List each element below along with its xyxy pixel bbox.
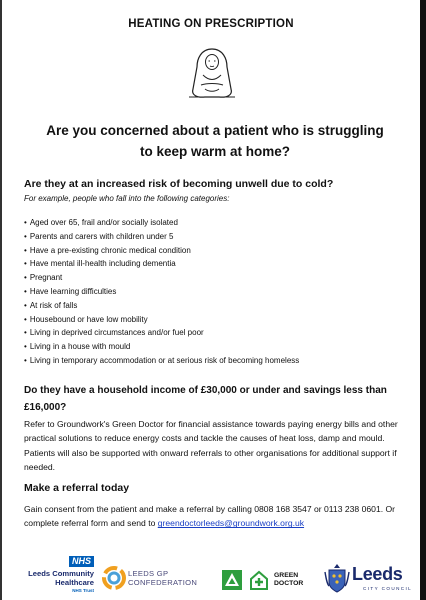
referral-body bbox=[24, 502, 419, 531]
nhs-trust-label: NHS Trust bbox=[72, 588, 94, 593]
green-doctor-line-2: DOCTOR bbox=[274, 580, 304, 587]
list-item: • Have a pre-existing chronic medical condition bbox=[24, 244, 299, 258]
referral-heading: Make a referral today bbox=[24, 482, 130, 494]
gp-confederation-name bbox=[128, 569, 197, 587]
green-doctor-logo bbox=[222, 568, 310, 592]
risk-category-list bbox=[24, 216, 299, 368]
list-item: • Have learning difficulties bbox=[24, 285, 299, 299]
referral-text: Gain consent from the patient and make a referral by calling 0808 168 3547 or 0113 238 0601. Or complete referral form and send to bbox=[24, 504, 396, 529]
nhs-badge: NHS bbox=[69, 556, 94, 567]
gp-line-2: CONFEDERATION bbox=[128, 578, 198, 587]
leeds-gp-confederation-logo bbox=[102, 566, 212, 592]
gp-line-1: LEEDS GP bbox=[128, 569, 169, 578]
list-item: • Aged over 65, frail and/or socially isolated bbox=[24, 216, 299, 230]
list-item: • Living in deprived circumstances and/or fuel poor bbox=[24, 326, 299, 340]
list-item: • Housebound or have low mobility bbox=[24, 313, 299, 327]
headline-line-1: Are you concerned about a patient who is struggling bbox=[46, 123, 384, 138]
green-doctor-name bbox=[274, 572, 303, 588]
list-item: • Parents and carers with children under 5 bbox=[24, 230, 299, 244]
leeds-community-healthcare-logo bbox=[10, 556, 100, 596]
green-doctor-line-1: GREEN bbox=[274, 572, 299, 579]
person-wrapped-in-blanket-illustration bbox=[183, 45, 241, 101]
house-plus-icon bbox=[248, 569, 270, 591]
nhs-org-name: Leeds Community Healthcare bbox=[28, 569, 94, 587]
list-item: • Living in a house with mould bbox=[24, 340, 299, 354]
coat-of-arms-icon bbox=[324, 562, 350, 594]
risk-question: Are they at an increased risk of becoming unwell due to cold? bbox=[24, 178, 334, 190]
leeds-wordmark: Leeds bbox=[352, 564, 403, 584]
list-item: • At risk of falls bbox=[24, 299, 299, 313]
groundwork-triangle-icon bbox=[222, 570, 242, 590]
leeds-city-council-logo bbox=[324, 562, 420, 596]
city-council-label: CITY COUNCIL bbox=[363, 586, 413, 591]
main-headline bbox=[32, 120, 398, 162]
page-title: HEATING ON PRESCRIPTION bbox=[128, 18, 294, 30]
list-item: • Have mental ill-health including dementia bbox=[24, 257, 299, 271]
list-item: • Pregnant bbox=[24, 271, 299, 285]
gp-confederation-icon bbox=[102, 566, 126, 590]
risk-intro: For example, people who fall into the following categories: bbox=[24, 194, 230, 203]
list-item: • Living in temporary accommodation or at serious risk of becoming homeless bbox=[24, 354, 299, 368]
headline-line-2: to keep warm at home? bbox=[139, 144, 291, 159]
referral-email-link[interactable]: greendoctorleeds@groundwork.org.uk bbox=[157, 518, 305, 529]
income-question: Do they have a household income of £30,000 or under and savings less than £16,000? bbox=[24, 385, 387, 413]
income-body: Refer to Groundwork's Green Doctor for financial assistance towards paying energy bills and other practical solutions to reduce energy costs and tackle the causes of heat loss, damp and mould. Patients will also be supported with onward referrals to other organisations for additional support if needed. bbox=[24, 419, 398, 472]
